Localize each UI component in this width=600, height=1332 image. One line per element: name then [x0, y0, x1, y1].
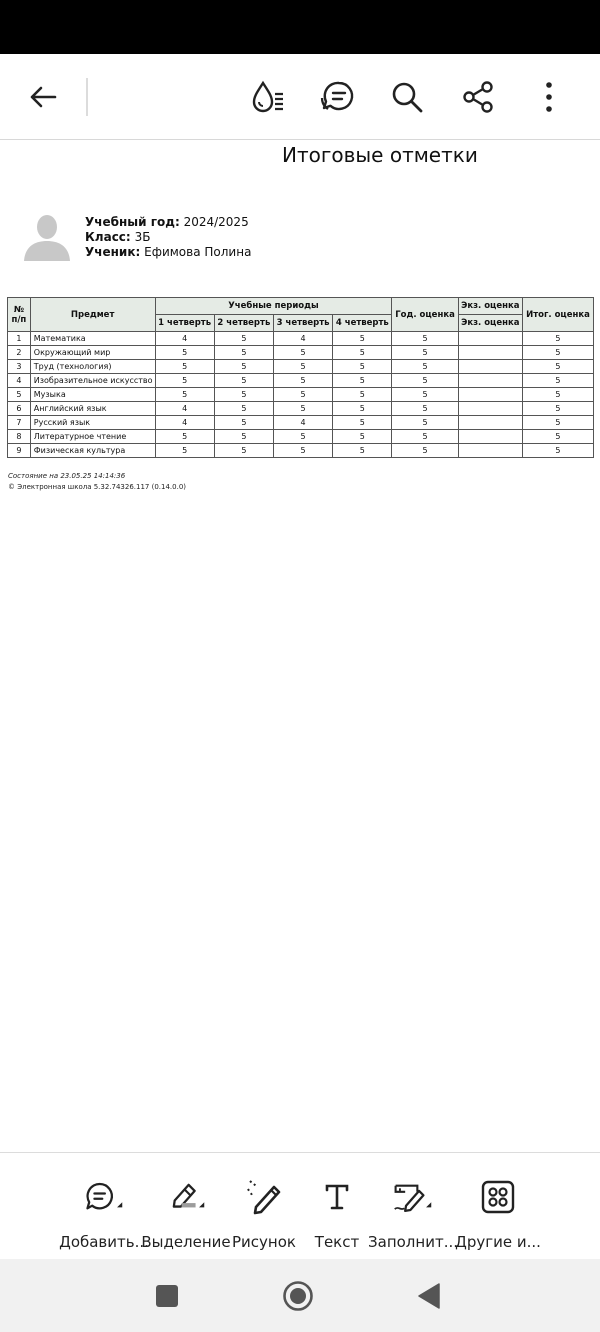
- header-exam-sub: Экз. оценка: [458, 315, 522, 332]
- bottom-tools-bar: [0, 1152, 600, 1258]
- cell-exam: [458, 374, 522, 388]
- copyright-text: © Электронная школа 5.32.74326.117 (0.14.0.0): [8, 483, 187, 491]
- header-exam-top: Экз. оценка: [458, 298, 522, 315]
- cell-q2: 5: [214, 360, 273, 374]
- draw-pen-icon: [244, 1177, 284, 1217]
- student-info: [85, 215, 251, 260]
- cell-num: 3: [8, 360, 31, 374]
- header-subject: Предмет: [30, 298, 155, 332]
- cell-q2: 5: [214, 388, 273, 402]
- cell-exam: [458, 332, 522, 346]
- cell-annual: 5: [392, 388, 458, 402]
- student-value: Ефимова Полина: [144, 245, 252, 259]
- add-comment-label: Добавить...: [59, 1233, 149, 1251]
- cell-q1: 5: [155, 346, 214, 360]
- cell-annual: 5: [392, 360, 458, 374]
- share-icon: [460, 79, 496, 115]
- cell-exam: [458, 444, 522, 458]
- fill-sign-label: Заполнит...: [368, 1233, 458, 1251]
- text-label: Текст: [314, 1233, 360, 1251]
- cell-exam: [458, 416, 522, 430]
- cell-q3: 5: [273, 430, 332, 444]
- cell-subject: Окружающий мир: [30, 346, 155, 360]
- header-q4: 4 четверть: [333, 315, 392, 332]
- school-year-line: [85, 215, 251, 230]
- home-icon: [282, 1280, 314, 1312]
- cell-q4: 5: [333, 416, 392, 430]
- cell-q2: 5: [214, 402, 273, 416]
- cell-q4: 5: [333, 388, 392, 402]
- cell-subject: Изобразительное искусство: [30, 374, 155, 388]
- cell-annual: 5: [392, 416, 458, 430]
- cell-q3: 4: [273, 416, 332, 430]
- more-options-button[interactable]: [526, 74, 572, 120]
- cell-annual: 5: [392, 444, 458, 458]
- cell-final: 5: [522, 332, 593, 346]
- cell-q4: 5: [333, 374, 392, 388]
- cell-exam: [458, 346, 522, 360]
- highlight-tool[interactable]: [141, 1177, 231, 1251]
- fill-sign-tool[interactable]: [370, 1177, 456, 1251]
- page-title: Итоговые отметки: [282, 143, 478, 167]
- cell-q1: 5: [155, 374, 214, 388]
- add-comment-icon: [84, 1177, 124, 1217]
- cell-final: 5: [522, 388, 593, 402]
- class-value: 3Б: [134, 230, 151, 244]
- report-footer: [8, 471, 186, 493]
- cell-q4: 5: [333, 332, 392, 346]
- cell-annual: 5: [392, 346, 458, 360]
- share-button[interactable]: [455, 74, 501, 120]
- comments-button[interactable]: [314, 74, 360, 120]
- state-timestamp: Состояние на 23.05.25 14:14:36: [8, 472, 126, 480]
- cell-q4: 5: [333, 402, 392, 416]
- cell-q1: 4: [155, 402, 214, 416]
- cell-q3: 5: [273, 402, 332, 416]
- more-tools-label: Другие и...: [455, 1233, 541, 1251]
- table-row: [8, 430, 594, 444]
- cell-subject: Физическая культура: [30, 444, 155, 458]
- cell-final: 5: [522, 402, 593, 416]
- cell-subject: Труд (технология): [30, 360, 155, 374]
- cell-num: 8: [8, 430, 31, 444]
- cell-q3: 4: [273, 332, 332, 346]
- cell-annual: 5: [392, 332, 458, 346]
- highlight-label: Выделение: [141, 1233, 231, 1251]
- cell-q2: 5: [214, 444, 273, 458]
- cell-q4: 5: [333, 430, 392, 444]
- nav-back-button[interactable]: [412, 1279, 446, 1313]
- table-row: [8, 416, 594, 430]
- fill-sign-icon: [393, 1177, 433, 1217]
- cell-annual: 5: [392, 430, 458, 444]
- cell-q1: 5: [155, 388, 214, 402]
- cell-num: 7: [8, 416, 31, 430]
- status-bar: [0, 0, 600, 54]
- more-tools-button[interactable]: [455, 1177, 541, 1251]
- cell-q1: 5: [155, 444, 214, 458]
- more-tools-icon: [481, 1180, 515, 1214]
- top-toolbar: [0, 54, 600, 140]
- cell-q4: 5: [333, 346, 392, 360]
- cell-q2: 5: [214, 374, 273, 388]
- grades-body: [8, 332, 594, 458]
- cell-q1: 4: [155, 416, 214, 430]
- cell-exam: [458, 388, 522, 402]
- cell-q3: 5: [273, 444, 332, 458]
- search-icon: [389, 79, 425, 115]
- cell-subject: Литературное чтение: [30, 430, 155, 444]
- student-line: [85, 245, 251, 260]
- header-final: Итог. оценка: [522, 298, 593, 332]
- table-row: [8, 402, 594, 416]
- cell-subject: Математика: [30, 332, 155, 346]
- header-q2: 2 четверть: [214, 315, 273, 332]
- header-num: № п/п: [8, 298, 31, 332]
- cell-exam: [458, 430, 522, 444]
- more-vertical-icon: [543, 81, 555, 113]
- cell-exam: [458, 360, 522, 374]
- system-nav-bar: [0, 1259, 600, 1332]
- cell-subject: Английский язык: [30, 402, 155, 416]
- header-annual: Год. оценка: [392, 298, 458, 332]
- home-button[interactable]: [281, 1279, 315, 1313]
- table-row: [8, 388, 594, 402]
- cell-q2: 5: [214, 346, 273, 360]
- cell-q2: 5: [214, 430, 273, 444]
- cell-q1: 5: [155, 360, 214, 374]
- cell-final: 5: [522, 374, 593, 388]
- avatar-icon: [22, 211, 72, 261]
- comments-icon: [317, 77, 357, 117]
- cell-q1: 5: [155, 430, 214, 444]
- table-row: [8, 374, 594, 388]
- toolbar-separator: [86, 78, 88, 116]
- table-row: [8, 360, 594, 374]
- cell-final: 5: [522, 444, 593, 458]
- cell-num: 4: [8, 374, 31, 388]
- cell-final: 5: [522, 430, 593, 444]
- cell-num: 6: [8, 402, 31, 416]
- cell-annual: 5: [392, 374, 458, 388]
- draw-label: Рисунок: [232, 1233, 296, 1251]
- back-button[interactable]: [20, 74, 66, 120]
- cell-q1: 4: [155, 332, 214, 346]
- class-line: [85, 230, 251, 245]
- cell-num: 2: [8, 346, 31, 360]
- header-q3: 3 четверть: [273, 315, 332, 332]
- text-tool[interactable]: [310, 1177, 364, 1251]
- table-row: [8, 332, 594, 346]
- table-row: [8, 346, 594, 360]
- ink-drop-icon: [247, 77, 287, 117]
- cell-q2: 5: [214, 416, 273, 430]
- cell-subject: Русский язык: [30, 416, 155, 430]
- cell-final: 5: [522, 416, 593, 430]
- class-label: Класс:: [85, 230, 131, 244]
- cell-num: 9: [8, 444, 31, 458]
- recent-apps-button[interactable]: [150, 1279, 184, 1313]
- back-arrow-icon: [27, 81, 59, 113]
- ink-button[interactable]: [244, 74, 290, 120]
- cell-final: 5: [522, 360, 593, 374]
- cell-q2: 5: [214, 332, 273, 346]
- add-comment-tool[interactable]: [58, 1177, 150, 1251]
- highlighter-icon: [166, 1177, 206, 1217]
- text-icon: [321, 1180, 353, 1214]
- cell-subject: Музыка: [30, 388, 155, 402]
- cell-num: 5: [8, 388, 31, 402]
- cell-q3: 5: [273, 374, 332, 388]
- school-year-value: 2024/2025: [183, 215, 249, 229]
- header-q1: 1 четверть: [155, 315, 214, 332]
- search-button[interactable]: [384, 74, 430, 120]
- cell-q3: 5: [273, 360, 332, 374]
- cell-q3: 5: [273, 388, 332, 402]
- cell-num: 1: [8, 332, 31, 346]
- table-row: [8, 444, 594, 458]
- back-triangle-icon: [417, 1283, 441, 1309]
- cell-exam: [458, 402, 522, 416]
- header-periods: Учебные периоды: [155, 298, 392, 315]
- grades-table: [7, 297, 594, 458]
- recent-apps-icon: [155, 1284, 179, 1308]
- cell-annual: 5: [392, 402, 458, 416]
- school-year-label: Учебный год:: [85, 215, 180, 229]
- cell-q3: 5: [273, 346, 332, 360]
- student-label: Ученик:: [85, 245, 141, 259]
- cell-q4: 5: [333, 444, 392, 458]
- cell-final: 5: [522, 346, 593, 360]
- draw-tool[interactable]: [230, 1177, 298, 1251]
- pdf-page: [0, 141, 600, 1151]
- cell-q4: 5: [333, 360, 392, 374]
